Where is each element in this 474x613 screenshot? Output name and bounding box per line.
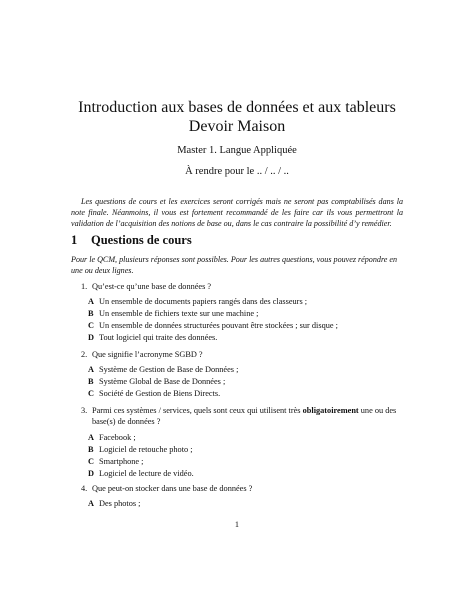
question-2 [71,349,403,360]
q3-option-c: C Smartphone ; [88,457,144,466]
question-number: 1. [81,282,88,291]
question-number: 4. [81,484,88,493]
due-date: À rendre pour le .. / .. / .. [185,166,289,177]
q4-option-a: A Des photos ; [88,499,141,508]
question-number: 2. [81,350,88,359]
section-title: Questions de cours [91,233,192,247]
question-text: Que signifie l’acronyme SGBD ? [92,350,203,359]
q2-option-c: C Société de Gestion de Biens Directs. [88,389,221,398]
question-1 [71,281,403,292]
section-intro: Pour le QCM, plusieurs réponses sont possibles. Pour les autres questions, vous pouvez répondre en une ou deux lignes. [71,255,398,276]
q2-option-b: B Système Global de Base de Données ; [88,377,226,386]
title-line-1: Introduction aux bases de données et aux tableurs [78,99,396,116]
title-line-2: Devoir Maison [188,118,286,135]
q1-option-b: B Un ensemble de fichiers texte sur une machine ; [88,309,259,318]
question-3 [71,405,403,428]
section-number: 1 [71,233,78,247]
q3-option-b: B Logiciel de retouche photo ; [88,445,193,454]
q3-option-d: D Logiciel de lecture de vidéo. [88,469,194,478]
question-number: 3. [81,406,88,415]
q1-option-a: A Un ensemble de documents papiers rangés dans des classeurs ; [88,297,308,306]
abstract-text: Les questions de cours et les exercices seront corrigés mais ne seront pas comptabilisés dans la note finale. Néanmoins, il vous est fortement recommandé de les faire car ils vous permettront la validation de l’acquisition des notions de base ou, dans le cas contraire la possibilité d’y remédier. [71,197,403,229]
q1-option-d: D Tout logiciel qui traite des données. [88,333,218,342]
question-text: Qu’est-ce qu’une base de données ? [92,282,212,291]
page-number: 1 [234,520,240,529]
question-text: Parmi ces systèmes / services, quels sont ceux qui utilisent très obligatoirement une ou des base(s) de données ? [92,406,397,427]
question-text: Que peut-on stocker dans une base de données ? [92,484,253,493]
q3-option-a: A Facebook ; [88,433,136,442]
question-4 [71,483,403,494]
q1-option-c: C Un ensemble de données structurées pouvant être stockées ; sur disque ; [88,321,338,330]
q2-option-a: A Système de Gestion de Base de Données ; [88,365,239,374]
course-level: Master 1. Langue Appliquée [177,145,297,156]
emphasis: obligatoirement [302,406,359,415]
section-heading [71,233,192,248]
